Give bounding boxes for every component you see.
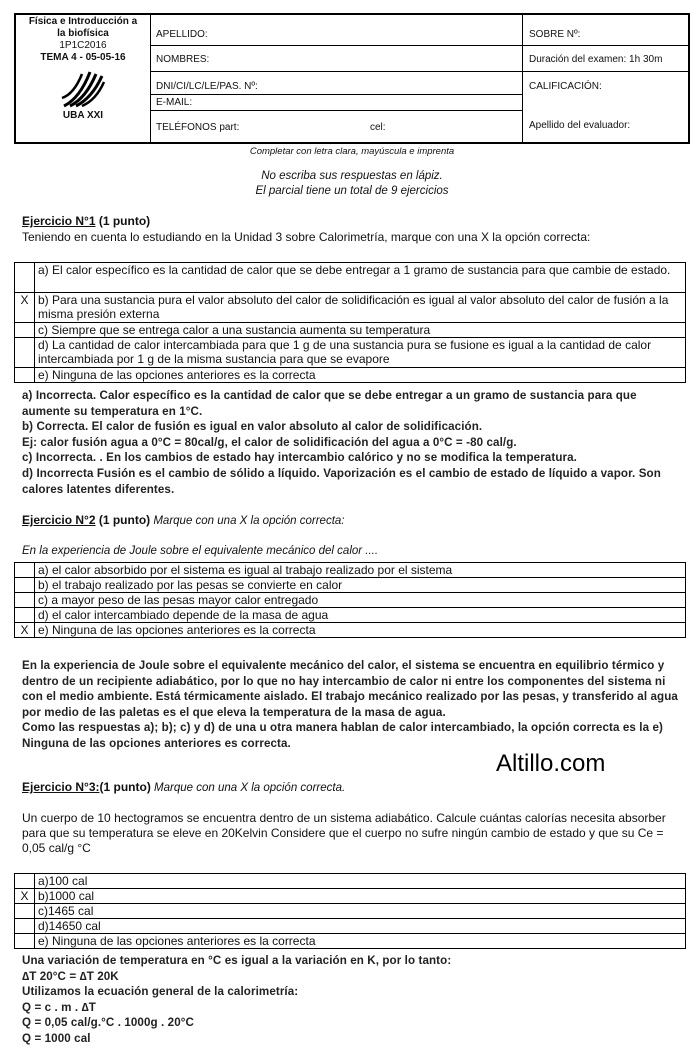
course-title-line1: Física e Introducción a (28, 16, 138, 27)
ex2-mark-a[interactable] (15, 563, 35, 578)
ex2-mark-c[interactable] (15, 593, 35, 608)
ex2-heading (22, 513, 682, 529)
ex2-expl-main: En la experiencia de Joule sobre el equivalente mecánico del calor, el sistema se encuentra en equilibrio térmico y dentro de un recipiente adiabático, por lo que no hay intercambio de calor ni entre los componentes del sistema ni con el medio ambiente. Está térmicamente aislado. El trabajo mecánico realizado por las pesas, y transferido al agua por medio de las paletas es el que eleva la temperatura de la masa de agua. (22, 659, 678, 719)
ex2-title: Ejercicio N°2 (22, 513, 96, 527)
ex2-option-d: d) el calor intercambiado depende de la masa de agua (35, 608, 686, 623)
ex1-option-d: d) La cantidad de calor intercambiada para que 1 g de una sustancia pura se fusione es igual a la cantidad de calor intercambiada por 1 g de la misma sustancia para que se evapore (35, 338, 686, 368)
evaluador-label: Apellido del evaluador: (529, 120, 631, 131)
exam-admin-fields (523, 15, 688, 142)
apellido-label: APELLIDO: (156, 29, 208, 40)
exam-header (14, 13, 690, 144)
ex1-explanation (22, 388, 688, 497)
ex1-mark-c[interactable] (15, 323, 35, 338)
email-label: E-MAIL: (156, 97, 193, 108)
ex3-explanation (22, 953, 688, 1047)
ex1-option-row[interactable] (15, 263, 686, 293)
ex1-expl-d: d) Incorrecta Fusión es el cambio de sólido a líquido. Vaporización es el cambio de estado de líquido a vapor. Son calores latentes diferentes. (22, 466, 661, 496)
ex2-prompt: Marque con una X la opción correcta: (150, 515, 345, 527)
telefonos-label: TELÉFONOS part: (156, 122, 240, 133)
ex2-options-table (14, 562, 686, 638)
ex1-option-b: b) Para una sustancia pura el valor absoluto del calor de solidificación es igual al valor absoluto del calor de fusión a la misma presión externa (35, 293, 686, 323)
ex3-title: Ejercicio N°3: (22, 780, 100, 794)
ex3-statement: Un cuerpo de 10 hectogramos se encuentra dentro de un sistema adiabático. Calcule cuántas calorías necesita absorber para que su temperatura se eleve en 20Kelvin Considere que el cuerpo no sufre ningún cambio de estado y que su Ce = 0,05 cal/g °C (22, 811, 666, 855)
ex3-options-table (14, 873, 686, 949)
ex3-option-row[interactable] (15, 904, 686, 919)
cel-label: cel: (370, 122, 386, 133)
ex1-expl-b: b) Correcta. El calor de fusión es igual en valor absoluto al calor de solidificación. (22, 420, 483, 434)
tema-date: TEMA 4 - 05-05-16 (40, 52, 126, 63)
student-fields (150, 15, 523, 142)
ex3-heading (22, 780, 682, 796)
ex1-option-row[interactable] (15, 338, 686, 368)
ex3-expl-4: Q = c . m . ∆T (22, 1000, 96, 1014)
ex3-points: (1 punto) (99, 780, 151, 794)
ex3-expl-2: ∆T 20°C = ∆T 20K (22, 969, 119, 983)
sobre-label: SOBRE Nº: (529, 29, 581, 40)
ex2-explanation (22, 658, 688, 752)
ex1-expl-a: a) Incorrecta. Calor específico es la cantidad de calor que se debe entregar a un gramo de sustancia para que aumente su temperatura en 1°C. (22, 389, 637, 418)
ex3-option-e: e) Ninguna de las opciones anteriores es la correcta (35, 934, 686, 949)
ex3-option-b: b)1000 cal (35, 889, 686, 904)
ex3-option-c: c)1465 cal (35, 904, 686, 919)
calificacion-label: CALIFICACIÓN: (529, 81, 602, 92)
ex3-mark-e[interactable] (15, 934, 35, 949)
ex1-option-e: e) Ninguna de las opciones anteriores es la correcta (35, 368, 686, 383)
ex1-heading (22, 214, 682, 229)
ex2-mark-d[interactable] (15, 608, 35, 623)
ex3-option-row[interactable] (15, 874, 686, 889)
instruction-total: El parcial tiene un total de 9 ejercicios (255, 185, 449, 197)
ex2-option-row[interactable] (15, 623, 686, 638)
ex3-expl-1: Una variación de temperatura en °C es igual a la variación en K, por lo tanto: (22, 954, 452, 967)
ex1-expl-c: c) Incorrecta. . En los cambios de estado hay intercambio calórico y no se modifica la temperatura. (22, 451, 577, 465)
ex1-option-a: a) El calor específico es la cantidad de calor que se debe entregar a 1 gramo de sustancia para que cambie de estado. (35, 263, 686, 293)
ex2-option-e: e) Ninguna de las opciones anteriores es la correcta (35, 623, 686, 638)
ex1-expl-example: Ej: calor fusión agua a 0°C = 80cal/g, el calor de solidificación del agua a 0°C = -80 cal/g. (22, 435, 517, 449)
ex2-option-b: b) el trabajo realizado por las pesas se convierte en calor (35, 578, 686, 593)
course-title-line2: la biofísica (57, 28, 109, 39)
ex2-points: (1 punto) (95, 513, 151, 527)
ex2-option-a: a) el calor absorbido por el sistema es igual al trabajo realizado por el sistema (35, 563, 686, 578)
ex1-option-row[interactable] (15, 368, 686, 383)
ex2-mark-b[interactable] (15, 578, 35, 593)
ex1-mark-b[interactable]: X (15, 293, 35, 323)
ex1-option-c: c) Siempre que se entrega calor a una sustancia aumenta su temperatura (35, 323, 686, 338)
instruction-lapiz: No escriba sus respuestas en lápiz. (261, 170, 443, 182)
ex1-title: Ejercicio N°1 (22, 214, 96, 228)
ex1-points: (1 punto) (95, 214, 151, 228)
uba-logo-icon (60, 68, 106, 108)
ex3-expl-3: Utilizamos la ecuación general de la calorimetría: (22, 985, 299, 999)
ex3-mark-b[interactable]: X (15, 889, 35, 904)
ex3-mark-d[interactable] (15, 919, 35, 934)
instruction-letra: Completar con letra clara, mayúscula e imprenta (249, 146, 455, 157)
ex3-option-row[interactable] (15, 919, 686, 934)
ex3-expl-5: Q = 0,05 cal/g.°C . 1000g . 20°C (22, 1016, 194, 1030)
ex1-option-row[interactable] (15, 323, 686, 338)
ex1-mark-e[interactable] (15, 368, 35, 383)
ex3-mark-a[interactable] (15, 874, 35, 889)
ex1-prompt: Teniendo en cuenta lo estudiando en la Unidad 3 sobre Calorimetría, marque con una X la opción correcta: (22, 230, 591, 244)
ex2-option-c: c) a mayor peso de las pesas mayor calor entregado (35, 593, 686, 608)
ex2-context: En la experiencia de Joule sobre el equivalente mecánico del calor .... (22, 545, 379, 557)
dni-label: DNI/CI/LC/LE/PAS. Nº: (156, 81, 258, 92)
course-info (16, 15, 151, 142)
nombres-label: NOMBRES: (156, 54, 210, 65)
ex1-mark-a[interactable] (15, 263, 35, 293)
ex3-mark-c[interactable] (15, 904, 35, 919)
ex3-option-row[interactable] (15, 934, 686, 949)
ex3-prompt: Marque con una X la opción correcta. (150, 782, 346, 794)
ex1-options-table (14, 262, 686, 383)
ex2-option-row[interactable] (15, 578, 686, 593)
ex3-option-d: d)14650 cal (35, 919, 686, 934)
ex2-mark-e[interactable]: X (15, 623, 35, 638)
ex3-option-row[interactable] (15, 889, 686, 904)
ex1-option-row[interactable] (15, 293, 686, 323)
ex2-option-row[interactable] (15, 563, 686, 578)
ex2-option-row[interactable] (15, 593, 686, 608)
ex2-expl-conclusion: Como las respuestas a); b); c) y d) de una u otra manera hablan de calor intercambiado, la opción correcta es la e) Ninguna de las opciones anteriores es correcta. (22, 721, 663, 750)
uba-logo-text: UBA XXI (62, 110, 104, 121)
ex3-option-a: a)100 cal (35, 874, 686, 889)
ex2-option-row[interactable] (15, 608, 686, 623)
ex1-mark-d[interactable] (15, 338, 35, 368)
duracion-label: Duración del examen: 1h 30m (529, 54, 663, 65)
exam-code: 1P1C2016 (59, 40, 107, 51)
ex3-expl-6: Q = 1000 cal (22, 1031, 91, 1045)
watermark-text: Altillo.com (496, 750, 606, 777)
